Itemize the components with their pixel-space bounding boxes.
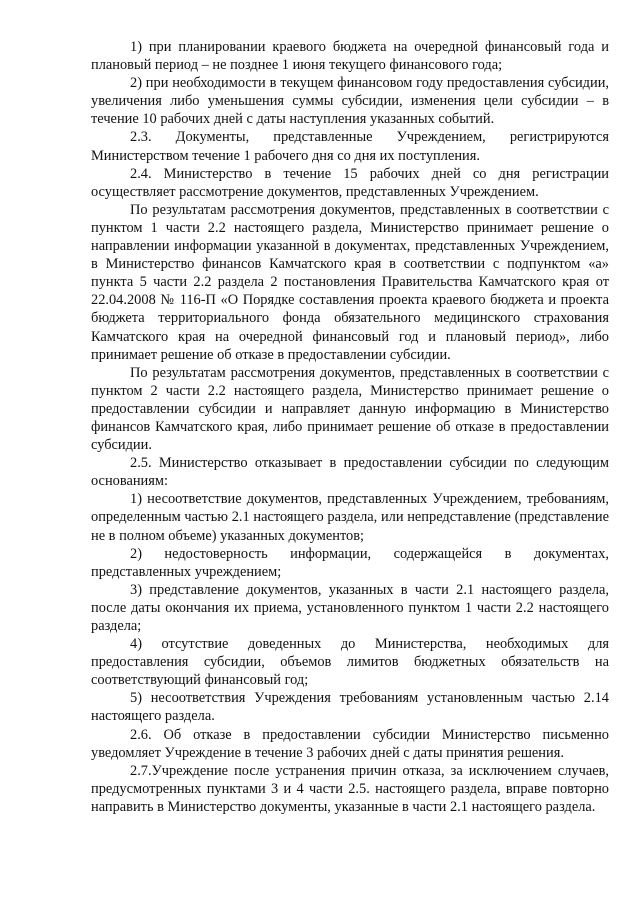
paragraph: 2.4. Министерство в течение 15 рабочих дней со дня регистрации осуществляет рассмотрение документов, представленных Учреждением. [91,165,609,200]
paragraph: По результатам рассмотрения документов, представленных в соответствии с пунктом 1 части 2.2 настоящего раздела, Министерство принимает решение о направлении информации указанной в документах, представленных Учреждением, в Министерство финансов Камчатского края в соответствии с подпунктом «а» пункта 5 части 2.2 раздела 2 постановления Правительства Камчатского края от 22.04.2008 № 116-П «О Порядке составления проекта краевого бюджета и проекта бюджета территориального фонда обязательного медицинского страхования Камчатского края на очередной финансовый год и плановый период», либо принимает решение об отказе в предоставлении субсидии. [91,201,609,363]
paragraph: 1) несоответствие документов, представленных Учреждением, требованиям, определенным частью 2.1 настоящего раздела, или непредставление (представление не в полном объеме) указанных документов; [91,491,609,544]
paragraph: 5) несоответствия Учреждения требованиям установленным частью 2.14 настоящего раздела. [91,690,609,725]
paragraph: 2.7.Учреждение после устранения причин отказа, за исключением случаев, предусмотренных пунктами 3 и 4 части 2.5. настоящего раздела, вправе повторно направить в Министерство документы, указанные в части 2.1 настоящего раздела. [91,762,609,815]
paragraph: 2.5. Министерство отказывает в предоставлении субсидии по следующим основаниям: [91,455,609,490]
paragraph: 2.6. Об отказе в предоставлении субсидии Министерство письменно уведомляет Учреждение в течение 3 рабочих дней с даты принятия решения. [91,726,609,761]
paragraph: 2) при необходимости в текущем финансовом году предоставления субсидии, увеличения либо уменьшения суммы субсидии, изменения цели субсидии – в течение 10 рабочих дней с даты наступления указанных событий. [91,75,609,128]
paragraph: 4) отсутствие доведенных до Министерства, необходимых для предоставления субсидии, объемов лимитов бюджетных обязательств на соответствующий финансовый год; [91,636,609,689]
paragraph: 1) при планировании краевого бюджета на очередной финансовый года и плановый период – не позднее 1 июня текущего финансового года; [91,39,609,74]
paragraph: 3) представление документов, указанных в части 2.1 настоящего раздела, после даты окончания их приема, установленного пунктом 1 части 2.2 настоящего раздела; [91,581,609,634]
paragraph: 2.3. Документы, представленные Учреждением, регистрируются Министерством течение 1 рабочего дня со дня их поступления. [91,129,609,164]
document-page [91,38,609,816]
paragraph: По результатам рассмотрения документов, представленных в соответствии с пунктом 2 части 2.2 настоящего раздела, Министерство принимает решение о предоставлении субсидии и направляет данную информацию в Министерство финансов Камчатского края, либо принимает решение об отказе в предоставлении субсидии. [91,364,609,454]
paragraph: 2) недостоверность информации, содержащейся в документах, представленных учреждением; [91,545,609,580]
